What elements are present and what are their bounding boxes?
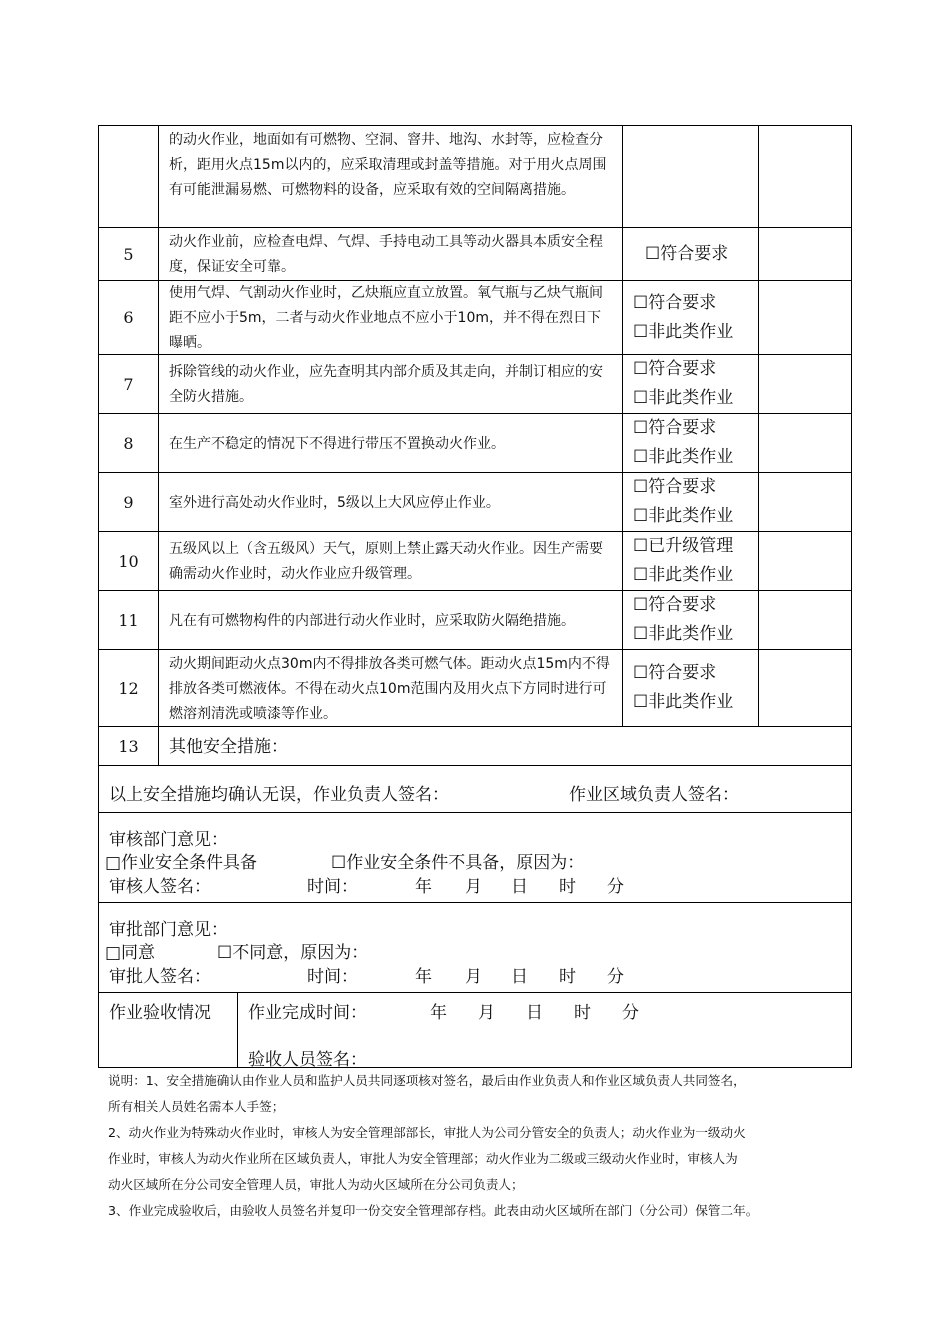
- row-text: 凡在有可燃物构件的内部进行动火作业时，应采取防火隔绝措施。: [169, 612, 575, 629]
- row-check-cell: [622, 472, 758, 531]
- checkbox-not-applicable[interactable]: ☐非此类作业: [633, 692, 734, 712]
- row-text: 拆除管线的动火作业，应先查明其内部介质及其走向，并制订相应的安全防火措施。: [169, 364, 603, 405]
- approve-time-label: 时间：: [307, 967, 358, 987]
- checkbox-compliant[interactable]: ☐符合要求: [633, 292, 717, 313]
- finish-time-label: 作业完成时间：: [248, 1003, 367, 1023]
- row-check-cell: [622, 227, 758, 280]
- review-title: 审核部门意见：: [109, 830, 228, 850]
- checkbox-not-applicable[interactable]: ☐非此类作业: [633, 321, 734, 342]
- checkbox-compliant[interactable]: ☐符合要求: [633, 595, 717, 615]
- checkbox-not-applicable[interactable]: ☐非此类作业: [633, 565, 734, 585]
- note-line: 3、作业完成验收后，由验收人员签名并复印一份交安全管理部存档。此表由动火区域所在部门（分公司）保管二年。: [108, 1203, 759, 1218]
- row-text: 在生产不稳定的情况下不得进行带压不置换动火作业。: [169, 435, 505, 452]
- checkbox-not-applicable[interactable]: ☐非此类作业: [633, 388, 734, 408]
- checkbox-not-applicable[interactable]: ☐非此类作业: [633, 506, 734, 526]
- row-text: 五级风以上（含五级风）天气，原则上禁止露天动火作业。因生产需要确需动火作业时，动火作业应升级管理。: [169, 541, 603, 582]
- row-text: 的动火作业，地面如有可燃物、空洞、窨井、地沟、水封等，应检查分析，距用火点15m以内的，应采取清理或封盖等措施。对于用火点周围有可能泄漏易燃、可燃物料的设备，应采取有效的空间隔离措施。: [169, 132, 607, 198]
- acceptance-label-cell: [98, 992, 237, 1068]
- review-month: 月: [465, 877, 482, 897]
- row-text-cell: [158, 125, 622, 227]
- checkbox-compliant[interactable]: ☐符合要求: [633, 663, 717, 683]
- row-sign-cell: [758, 354, 852, 413]
- row-number: 7: [98, 354, 158, 413]
- row-sign-cell: [758, 125, 852, 227]
- row-number: 13: [98, 726, 158, 765]
- approve-section: [98, 902, 852, 992]
- row-num-cell: [98, 125, 158, 227]
- row-text-cell: [158, 227, 622, 280]
- notes-block: [108, 1068, 858, 1224]
- approve-title: 审批部门意见：: [109, 920, 228, 940]
- note-line: 2、动火作业为特殊动火作业时，审核人为安全管理部部长，审批人为公司分管安全的负责人；动火作业为一级动火: [108, 1125, 746, 1140]
- other-measures-cell[interactable]: [158, 726, 852, 765]
- row-sign-cell: [758, 280, 852, 354]
- finish-year: 年: [430, 1003, 447, 1023]
- row-check-cell: [622, 413, 758, 472]
- row-text-cell: [158, 354, 622, 413]
- checkbox-compliant[interactable]: ☐符合要求: [633, 477, 717, 497]
- row-number: 11: [98, 590, 158, 649]
- finish-hour: 时: [574, 1003, 591, 1023]
- row-check-cell: [622, 590, 758, 649]
- checkbox-compliant[interactable]: ☐符合要求: [645, 243, 729, 264]
- review-section: [98, 812, 852, 902]
- row-check-cell: [622, 649, 758, 726]
- row-check-cell: [622, 125, 758, 227]
- row-text: 室外进行高处动火作业时，5级以上大风应停止作业。: [169, 494, 500, 511]
- review-day: 日: [511, 877, 528, 897]
- row-text-cell: [158, 590, 622, 649]
- row-check-cell: [622, 354, 758, 413]
- row-text-cell: [158, 472, 622, 531]
- approve-month: 月: [465, 967, 482, 987]
- row-sign-cell: [758, 227, 852, 280]
- row-text-cell: [158, 413, 622, 472]
- checkbox-not-applicable[interactable]: ☐非此类作业: [633, 624, 734, 644]
- review-time-label: 时间：: [307, 877, 358, 897]
- row-text-cell: [158, 280, 622, 354]
- review-year: 年: [415, 877, 432, 897]
- note-line: 说明：1、安全措施确认由作业人员和监护人员共同逐项核对签名，最后由作业负责人和作业区域负责人共同签名，: [108, 1073, 746, 1088]
- review-hour: 时: [559, 877, 576, 897]
- row-number: 12: [98, 649, 158, 726]
- row-text-cell: [158, 649, 622, 726]
- acceptance-detail-cell: [237, 992, 852, 1068]
- checkbox-compliant[interactable]: ☐符合要求: [633, 418, 717, 438]
- row-number: 10: [98, 531, 158, 590]
- review-option-not-ready[interactable]: ☐作业安全条件不具备，原因为：: [331, 853, 585, 873]
- note-line: 所有相关人员姓名需本人手签；: [108, 1099, 285, 1114]
- review-minute: 分: [607, 877, 624, 897]
- review-option-ready[interactable]: □作业安全条件具备: [105, 853, 258, 873]
- area-leader-signature-label: 作业区域负责人签名：: [569, 785, 739, 805]
- reviewer-signature-label: 审核人签名：: [109, 877, 211, 897]
- work-leader-signature-label: 以上安全措施均确认无误，作业负责人签名：: [109, 785, 449, 805]
- inspector-signature-label: 验收人员签名：: [248, 1050, 367, 1070]
- row-text: 使用气焊、气割动火作业时，乙炔瓶应直立放置。氧气瓶与乙炔气瓶间距不应小于5m，二者与动火作业地点不应小于10m，并不得在烈日下曝晒。: [169, 285, 603, 351]
- row-number: 9: [98, 472, 158, 531]
- finish-day: 日: [526, 1003, 543, 1023]
- approve-year: 年: [415, 967, 432, 987]
- finish-minute: 分: [622, 1003, 639, 1023]
- row-sign-cell: [758, 472, 852, 531]
- approve-option-agree[interactable]: □同意: [105, 943, 156, 963]
- approve-hour: 时: [559, 967, 576, 987]
- other-measures-label: 其他安全措施：: [169, 736, 288, 757]
- confirm-row: [98, 765, 852, 812]
- row-text: 动火作业前，应检查电焊、气焊、手持电动工具等动火器具本质安全程度，保证安全可靠。: [169, 234, 603, 275]
- row-number: 5: [98, 227, 158, 280]
- approve-minute: 分: [607, 967, 624, 987]
- checkbox-compliant[interactable]: ☐符合要求: [633, 359, 717, 379]
- row-sign-cell: [758, 590, 852, 649]
- row-number: 8: [98, 413, 158, 472]
- row-text: 动火期间距动火点30m内不得排放各类可燃气体。距动火点15m内不得排放各类可燃液体。不得在动火点10m范围内及用火点下方同时进行可燃溶剂清洗或喷漆等作业。: [169, 655, 610, 722]
- approve-day: 日: [511, 967, 528, 987]
- note-line: 动火区域所在分公司安全管理人员，审批人为动火区域所在分公司负责人；: [108, 1177, 524, 1192]
- checkbox-not-applicable[interactable]: ☐非此类作业: [633, 447, 734, 467]
- acceptance-label: 作业验收情况: [109, 1003, 211, 1023]
- row-text-cell: [158, 531, 622, 590]
- row-check-cell: [622, 531, 758, 590]
- note-line: 作业时，审核人为动火作业所在区域负责人，审批人为安全管理部；动火作业为二级或三级动火作业时，审核人为: [108, 1151, 738, 1166]
- row-check-cell: [622, 280, 758, 354]
- row-number: 6: [98, 280, 158, 354]
- row-sign-cell: [758, 531, 852, 590]
- approver-signature-label: 审批人签名：: [109, 967, 211, 987]
- row-sign-cell: [758, 413, 852, 472]
- approve-option-disagree[interactable]: ☐不同意，原因为：: [217, 943, 369, 963]
- finish-month: 月: [478, 1003, 495, 1023]
- checkbox-upgraded[interactable]: ☐已升级管理: [633, 536, 734, 556]
- row-sign-cell: [758, 649, 852, 726]
